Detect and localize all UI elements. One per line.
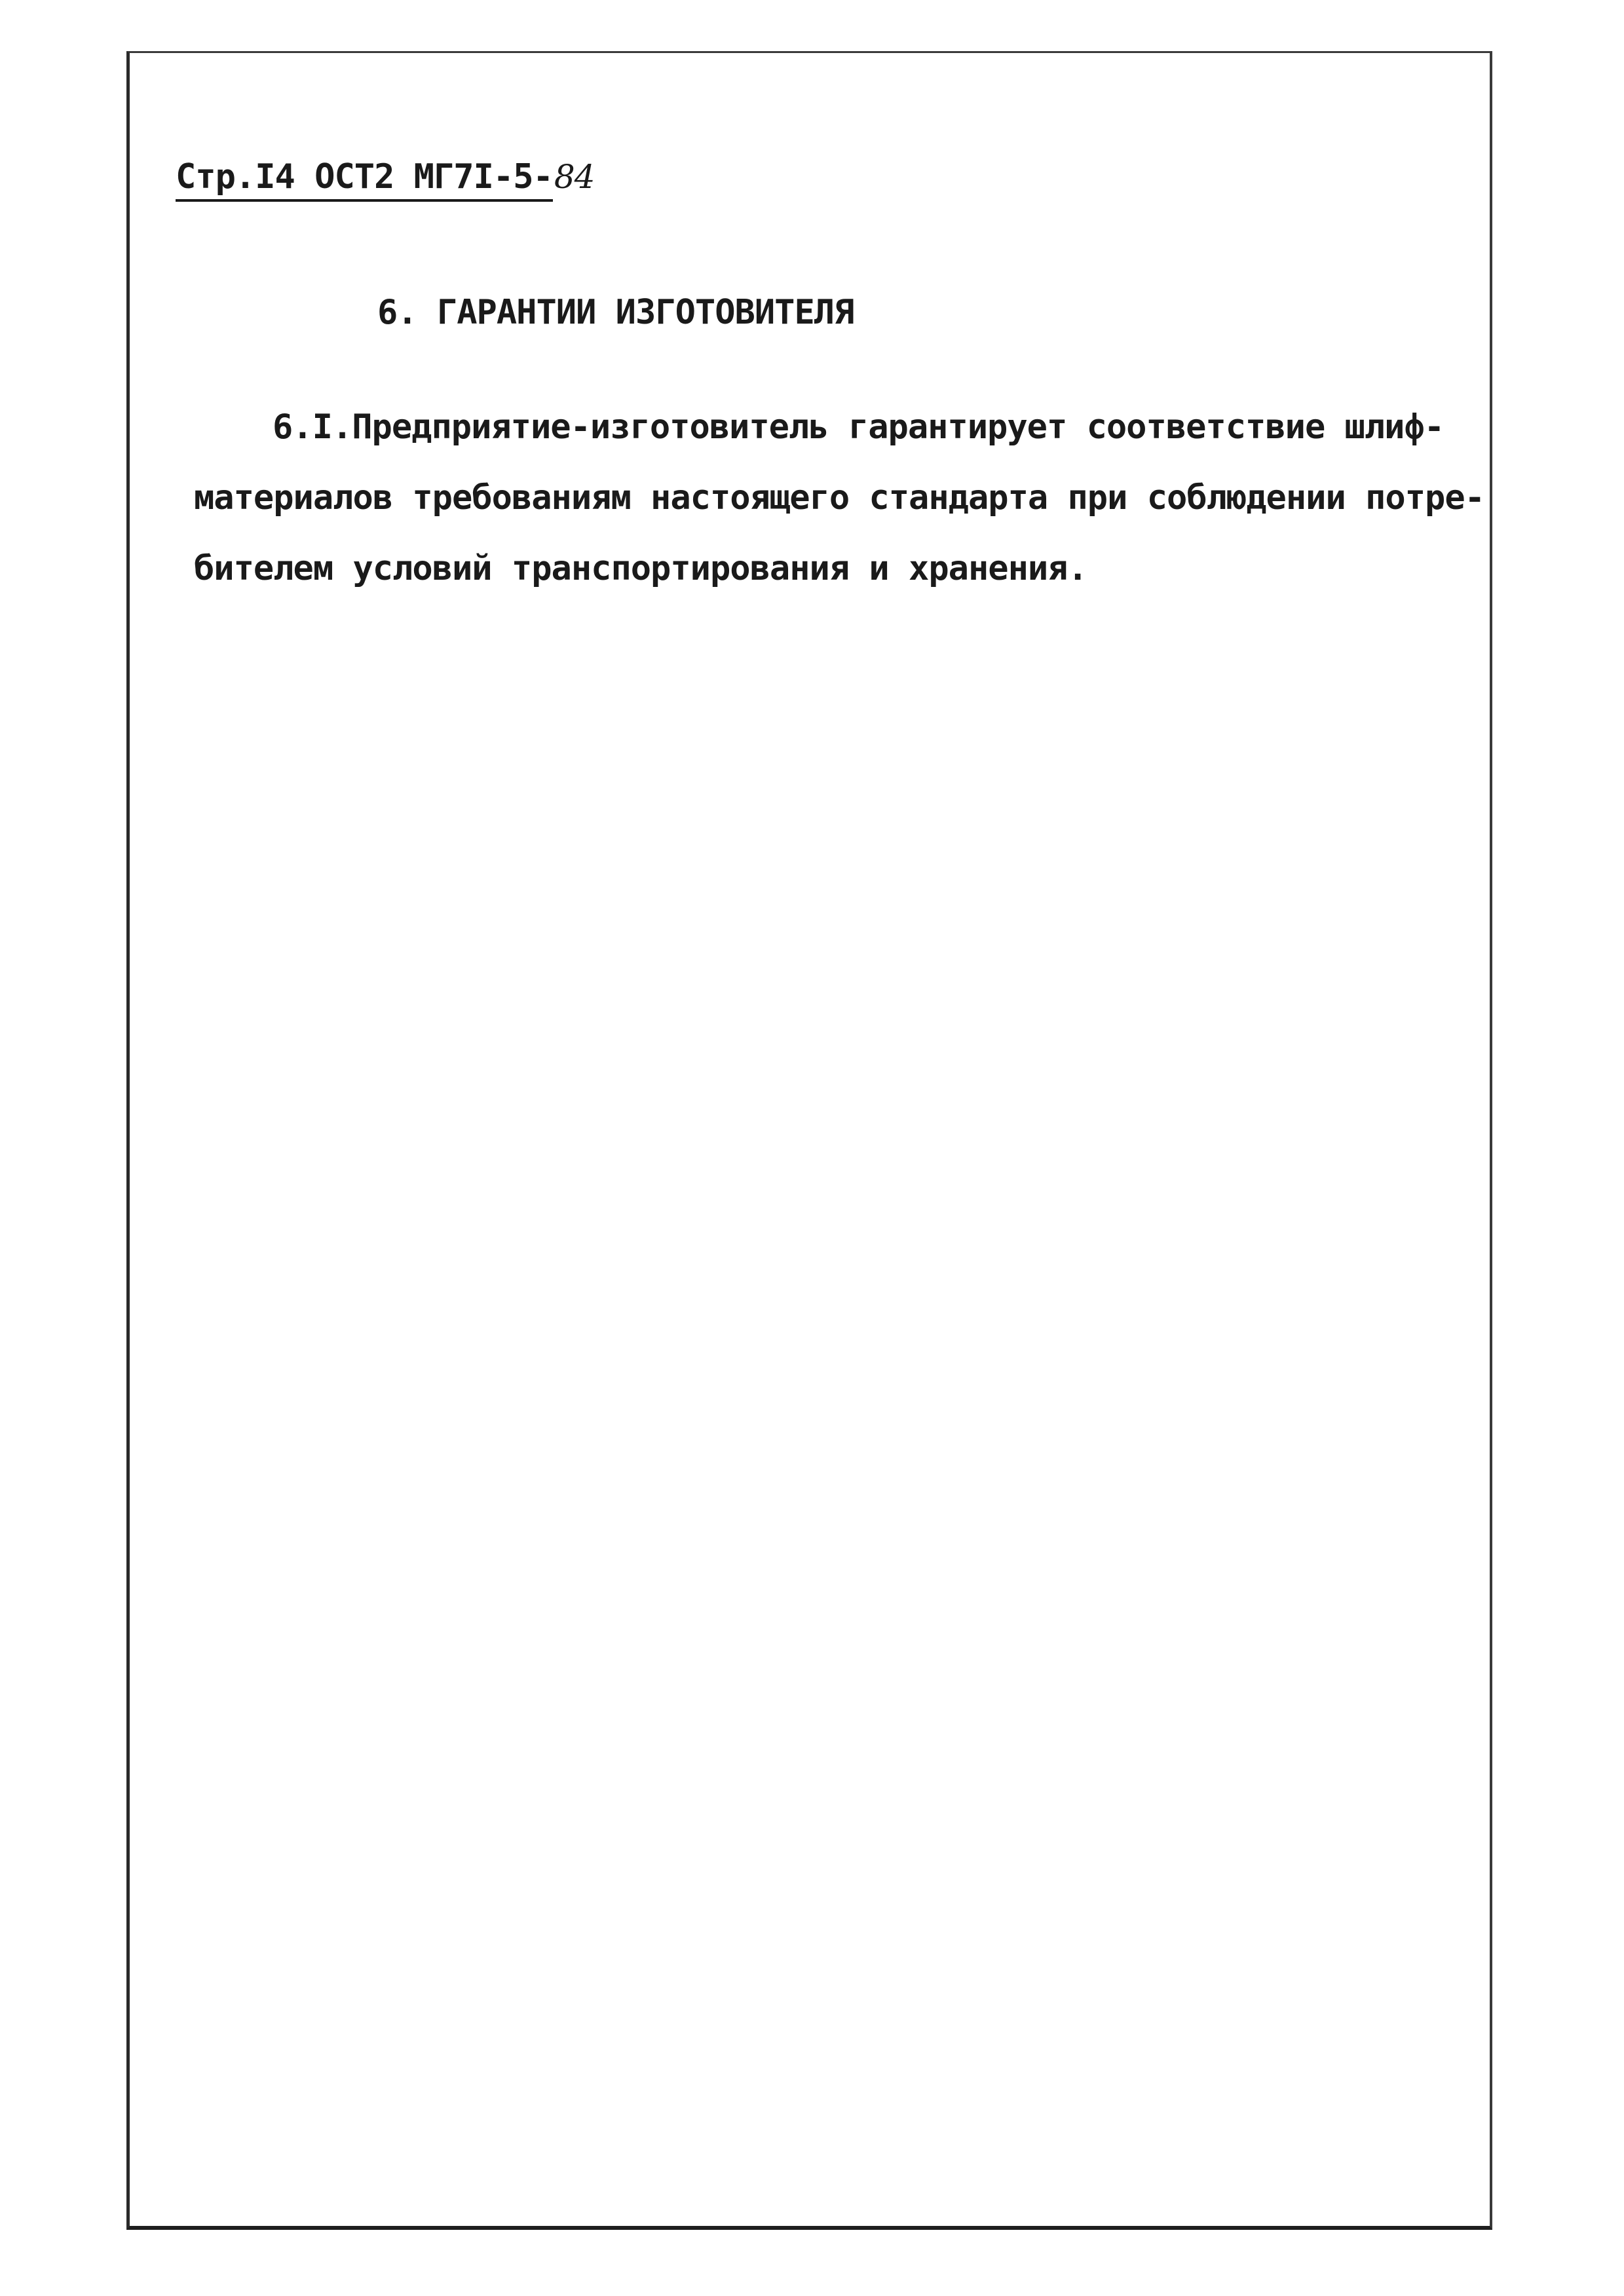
header-handwritten-year: 84 xyxy=(554,158,595,196)
section-title: 6. ГАРАНТИИ ИЗГОТОВИТЕЛЯ xyxy=(377,293,854,332)
paragraph-line: 6.I.Предприятие-изготовитель гарантирует соответствие шлиф- xyxy=(273,407,1445,447)
page-frame xyxy=(126,51,1492,2230)
paragraph-line: бителем условий транспортирования и хранения. xyxy=(194,549,1087,588)
header-designation: Стр.I4 ОСТ2 МГ7I-5- xyxy=(176,157,553,202)
paragraph-6-1 xyxy=(194,392,1484,604)
page-header xyxy=(176,156,594,198)
paragraph-line: материалов требованиям настоящего стандарта при соблюдении потре- xyxy=(194,478,1484,518)
